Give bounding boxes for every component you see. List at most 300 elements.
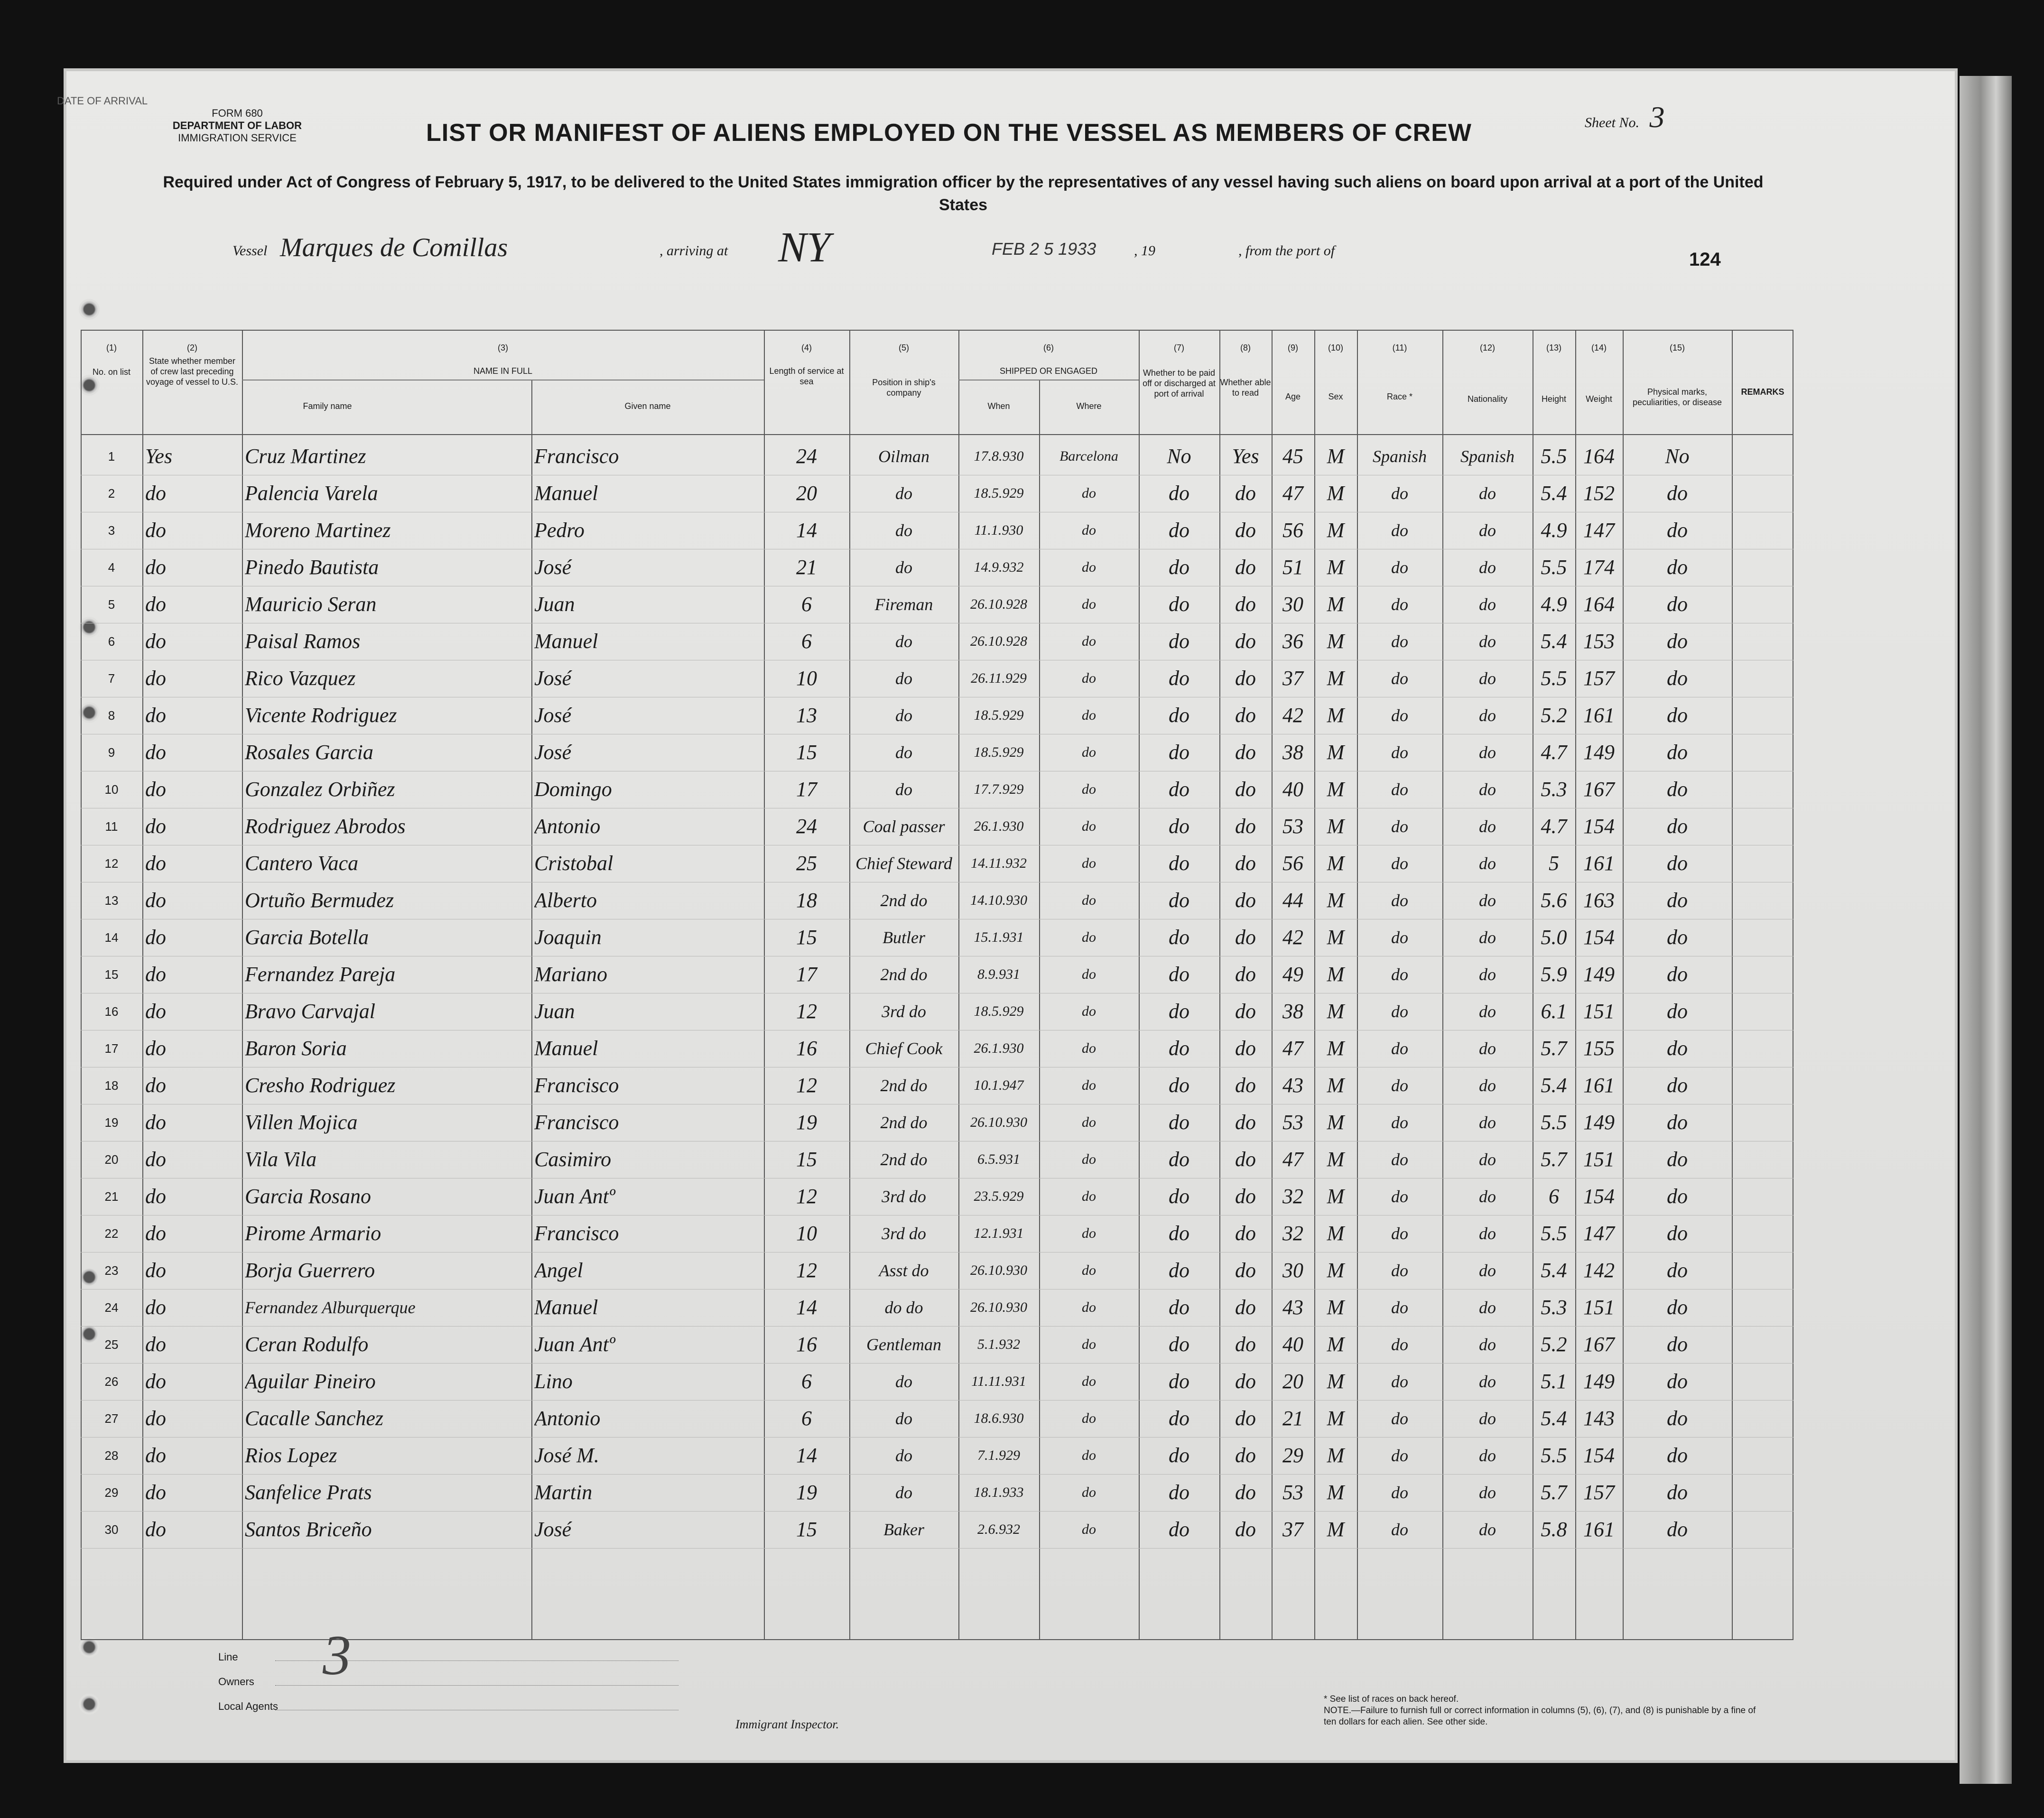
cell-age: 43 bbox=[1282, 1296, 1303, 1319]
table-row bbox=[81, 1067, 1793, 1104]
cell-paid: do bbox=[1169, 667, 1189, 690]
cell-no: 27 bbox=[104, 1411, 119, 1426]
cell-service: 15 bbox=[796, 1148, 817, 1171]
cell-service: 6 bbox=[801, 630, 812, 653]
cell-position: 2nd do bbox=[880, 891, 928, 910]
cell-read: do bbox=[1235, 1000, 1256, 1023]
cell-when: 12.1.931 bbox=[974, 1225, 1024, 1241]
cell-position: do bbox=[895, 669, 912, 688]
cell-when: 23.5.929 bbox=[974, 1188, 1024, 1204]
cell-sex: M bbox=[1327, 519, 1345, 542]
cell-nationality: do bbox=[1479, 558, 1496, 577]
cell-position: 3rd do bbox=[882, 1002, 926, 1021]
department-name: DEPARTMENT OF LABOR bbox=[172, 120, 302, 131]
cell-paid: do bbox=[1169, 1296, 1189, 1319]
cell-position: do bbox=[895, 1409, 912, 1428]
cell-nationality: do bbox=[1479, 1298, 1496, 1317]
cell-weight: 151 bbox=[1583, 1296, 1615, 1319]
cell-position: do bbox=[895, 1446, 912, 1465]
cell-no: 16 bbox=[104, 1004, 119, 1019]
table-row bbox=[81, 1030, 1793, 1067]
table-row bbox=[81, 438, 1793, 475]
cell-when: 26.1.930 bbox=[974, 818, 1024, 834]
cell-nationality: do bbox=[1479, 1002, 1496, 1021]
cell-family: Pirome Armario bbox=[245, 1222, 381, 1245]
cell-service: 6 bbox=[801, 593, 812, 616]
cell-nationality: do bbox=[1479, 1076, 1496, 1095]
cell-sex: M bbox=[1327, 1000, 1345, 1023]
cell-nationality: do bbox=[1479, 1335, 1496, 1354]
cell-position: Butler bbox=[883, 928, 925, 947]
cell-sex: M bbox=[1327, 1333, 1345, 1356]
table-top-border bbox=[81, 330, 1793, 331]
cell-family: Moreno Martinez bbox=[245, 519, 391, 542]
cell-nationality: do bbox=[1479, 817, 1496, 836]
cell-paid: do bbox=[1169, 1074, 1189, 1097]
cell-marks: do bbox=[1667, 1259, 1688, 1282]
cell-race: do bbox=[1391, 632, 1408, 651]
penalty-note: NOTE.—Failure to furnish full or correct information in columns (5), (6), (7), and (8) is punishable by a fine of ten dollars for each alien. See other side. bbox=[1324, 1706, 1756, 1727]
cell-weight: 142 bbox=[1583, 1259, 1615, 1282]
cell-nationality: do bbox=[1479, 928, 1496, 947]
cell-paid: do bbox=[1169, 1185, 1189, 1208]
cell-member: do bbox=[145, 1037, 166, 1060]
cell-family: Garcia Rosano bbox=[245, 1185, 372, 1208]
cell-member: do bbox=[145, 1111, 166, 1134]
cell-marks: do bbox=[1667, 1185, 1688, 1208]
cell-when: 18.5.929 bbox=[974, 744, 1024, 760]
cell-weight: 151 bbox=[1583, 1148, 1615, 1171]
cell-read: do bbox=[1235, 1296, 1256, 1319]
col-where-header: Where bbox=[1076, 401, 1102, 411]
cell-age: 42 bbox=[1282, 926, 1303, 949]
cell-nationality: do bbox=[1479, 780, 1496, 799]
cell-height: 5.5 bbox=[1541, 1111, 1567, 1134]
cell-nationality: do bbox=[1479, 1483, 1496, 1502]
cell-sex: M bbox=[1327, 852, 1345, 875]
cell-service: 16 bbox=[796, 1037, 817, 1060]
cell-nationality: do bbox=[1479, 1187, 1496, 1206]
cell-race: do bbox=[1391, 780, 1408, 799]
cell-position: Asst do bbox=[879, 1261, 929, 1280]
cell-age: 40 bbox=[1282, 1333, 1303, 1356]
cell-age: 47 bbox=[1282, 1037, 1303, 1060]
cell-sex: M bbox=[1327, 1185, 1345, 1208]
cell-no: 3 bbox=[108, 523, 115, 538]
cell-nationality: do bbox=[1479, 484, 1496, 503]
cell-marks: do bbox=[1667, 556, 1688, 579]
cell-weight: 167 bbox=[1583, 1333, 1615, 1356]
cell-member: do bbox=[145, 1074, 166, 1097]
cell-read: do bbox=[1235, 667, 1256, 690]
table-row bbox=[81, 586, 1793, 623]
cell-weight: 149 bbox=[1583, 1111, 1615, 1134]
cell-marks: do bbox=[1667, 1037, 1688, 1060]
table-row bbox=[81, 1252, 1793, 1289]
cell-position: do bbox=[895, 1372, 912, 1391]
col-sex-header: Sex bbox=[1328, 392, 1343, 401]
cell-sex: M bbox=[1327, 1111, 1345, 1134]
cell-where: do bbox=[1082, 1077, 1096, 1093]
service-name: IMMIGRATION SERVICE bbox=[178, 132, 297, 144]
line-label: Line bbox=[218, 1651, 238, 1663]
punch-hole-icon bbox=[79, 1694, 100, 1715]
table-row bbox=[81, 956, 1793, 993]
cell-age: 53 bbox=[1282, 1111, 1303, 1134]
cell-sex: M bbox=[1327, 1444, 1345, 1467]
cell-age: 37 bbox=[1282, 667, 1303, 690]
cell-race: do bbox=[1391, 1372, 1408, 1391]
cell-service: 6 bbox=[801, 1407, 812, 1430]
cell-position: do do bbox=[884, 1298, 923, 1317]
cell-where: do bbox=[1082, 1336, 1096, 1352]
cell-no: 21 bbox=[104, 1189, 119, 1204]
cell-family: Rios Lopez bbox=[245, 1444, 337, 1467]
cell-race: do bbox=[1391, 1187, 1408, 1206]
cell-service: 16 bbox=[796, 1333, 817, 1356]
cell-marks: do bbox=[1667, 852, 1688, 875]
cell-nationality: do bbox=[1479, 632, 1496, 651]
cell-read: do bbox=[1235, 1222, 1256, 1245]
cell-member: do bbox=[145, 556, 166, 579]
cell-nationality: do bbox=[1479, 743, 1496, 762]
cell-family: Baron Soria bbox=[245, 1037, 347, 1060]
cell-read: do bbox=[1235, 704, 1256, 727]
cell-given: Manuel bbox=[534, 630, 598, 653]
cell-family: Aguilar Pineiro bbox=[245, 1370, 376, 1393]
cell-when: 18.5.929 bbox=[974, 707, 1024, 723]
cell-given: Juan bbox=[534, 593, 575, 616]
table-row bbox=[81, 734, 1793, 771]
cell-height: 5.7 bbox=[1541, 1481, 1567, 1504]
cell-member: do bbox=[145, 1259, 166, 1282]
cell-position: Coal passer bbox=[863, 817, 945, 836]
cell-sex: M bbox=[1327, 1481, 1345, 1504]
cell-service: 20 bbox=[796, 482, 817, 505]
cell-position: do bbox=[895, 484, 912, 503]
cell-no: 7 bbox=[108, 671, 115, 686]
col-10-number: (10) bbox=[1328, 343, 1343, 352]
cell-service: 14 bbox=[796, 1296, 817, 1319]
cell-where: do bbox=[1082, 1373, 1096, 1389]
cell-marks: do bbox=[1667, 630, 1688, 653]
cell-member: do bbox=[145, 1185, 166, 1208]
cell-no: 2 bbox=[108, 486, 115, 501]
cell-no: 26 bbox=[104, 1374, 119, 1389]
table-row bbox=[81, 697, 1793, 734]
cell-height: 5 bbox=[1549, 852, 1559, 875]
cell-service: 12 bbox=[796, 1074, 817, 1097]
cell-family: Ceran Rodulfo bbox=[245, 1333, 369, 1356]
cell-paid: do bbox=[1169, 519, 1189, 542]
cell-age: 32 bbox=[1282, 1185, 1303, 1208]
cell-weight: 154 bbox=[1583, 926, 1615, 949]
cell-member: do bbox=[145, 593, 166, 616]
cell-given: Francisco bbox=[534, 1111, 619, 1134]
col-6-number: (6) bbox=[1043, 343, 1054, 352]
cell-race: do bbox=[1391, 558, 1408, 577]
cell-weight: 149 bbox=[1583, 963, 1615, 986]
cell-marks: do bbox=[1667, 963, 1688, 986]
cell-sex: M bbox=[1327, 593, 1345, 616]
cell-nationality: do bbox=[1479, 1224, 1496, 1243]
cell-age: 29 bbox=[1282, 1444, 1303, 1467]
cell-race: do bbox=[1391, 1150, 1408, 1169]
cell-sex: M bbox=[1327, 1370, 1345, 1393]
cell-height: 5.4 bbox=[1541, 630, 1567, 653]
cell-when: 6.5.931 bbox=[977, 1151, 1020, 1167]
cell-no: 25 bbox=[104, 1337, 119, 1352]
cell-given: Cristobal bbox=[534, 852, 613, 875]
cell-nationality: do bbox=[1479, 1039, 1496, 1058]
cell-race: do bbox=[1391, 1520, 1408, 1539]
col-service-header: Length of service at sea bbox=[769, 366, 844, 386]
cell-marks: do bbox=[1667, 667, 1688, 690]
cell-age: 38 bbox=[1282, 1000, 1303, 1023]
cell-member: do bbox=[145, 852, 166, 875]
cell-age: 36 bbox=[1282, 630, 1303, 653]
cell-read: do bbox=[1235, 741, 1256, 764]
cell-where: do bbox=[1082, 1410, 1096, 1426]
cell-weight: 155 bbox=[1583, 1037, 1615, 1060]
page-number: 124 bbox=[1689, 249, 1721, 270]
page-title: LIST OR MANIFEST OF ALIENS EMPLOYED ON THE VESSEL AS MEMBERS OF CREW bbox=[426, 119, 1472, 147]
cell-member: Yes bbox=[145, 445, 173, 468]
cell-height: 5.3 bbox=[1541, 778, 1567, 801]
cell-where: do bbox=[1082, 1003, 1096, 1019]
cell-given: José bbox=[534, 556, 572, 579]
cell-height: 5.5 bbox=[1541, 445, 1567, 468]
cell-height: 4.9 bbox=[1541, 593, 1567, 616]
cell-given: Manuel bbox=[534, 482, 598, 505]
col-13-number: (13) bbox=[1546, 343, 1561, 352]
cell-paid: do bbox=[1169, 1333, 1189, 1356]
cell-marks: do bbox=[1667, 1296, 1688, 1319]
cell-race: do bbox=[1391, 1113, 1408, 1132]
cell-paid: do bbox=[1169, 630, 1189, 653]
table-row bbox=[81, 1474, 1793, 1512]
cell-family: Paisal Ramos bbox=[245, 630, 361, 653]
cell-race: do bbox=[1391, 965, 1408, 984]
cell-read: do bbox=[1235, 889, 1256, 912]
cell-given: José bbox=[534, 1518, 572, 1541]
cell-service: 10 bbox=[796, 667, 817, 690]
cell-sex: M bbox=[1327, 667, 1345, 690]
cell-given: Juan bbox=[534, 1000, 575, 1023]
cell-given: Alberto bbox=[534, 889, 597, 912]
vessel-line bbox=[232, 224, 1775, 271]
cell-paid: do bbox=[1169, 1259, 1189, 1282]
cell-read: do bbox=[1235, 963, 1256, 986]
cell-no: 8 bbox=[108, 708, 115, 723]
cell-height: 5.4 bbox=[1541, 1407, 1567, 1430]
arriving-port: NY bbox=[778, 224, 831, 271]
table-row bbox=[81, 845, 1793, 882]
cell-race: do bbox=[1391, 1039, 1408, 1058]
col-given-name-header: Given name bbox=[624, 401, 671, 411]
cell-paid: do bbox=[1169, 1370, 1189, 1393]
cell-where: do bbox=[1082, 596, 1096, 612]
cell-marks: do bbox=[1667, 1370, 1688, 1393]
cell-nationality: do bbox=[1479, 1150, 1496, 1169]
cell-nationality: do bbox=[1479, 891, 1496, 910]
cell-where: do bbox=[1082, 1521, 1096, 1537]
cell-where: do bbox=[1082, 818, 1096, 834]
cell-sex: M bbox=[1327, 445, 1345, 468]
cell-sex: M bbox=[1327, 1074, 1345, 1097]
cell-where: do bbox=[1082, 1040, 1096, 1056]
col-height-header: Height bbox=[1541, 394, 1567, 404]
cell-where: do bbox=[1082, 1262, 1096, 1278]
cell-member: do bbox=[145, 963, 166, 986]
cell-height: 4.7 bbox=[1541, 741, 1567, 764]
cell-age: 44 bbox=[1282, 889, 1303, 912]
cell-read: do bbox=[1235, 778, 1256, 801]
cell-family: Palencia Varela bbox=[245, 482, 378, 505]
cell-position: Baker bbox=[883, 1520, 924, 1539]
col-11-number: (11) bbox=[1392, 343, 1407, 352]
cell-no: 22 bbox=[104, 1226, 119, 1241]
table-row bbox=[81, 1363, 1793, 1401]
cell-sex: M bbox=[1327, 1296, 1345, 1319]
cell-family: Cantero Vaca bbox=[245, 852, 359, 875]
col-15-number: (15) bbox=[1669, 343, 1685, 352]
cell-when: 17.7.929 bbox=[974, 781, 1024, 797]
col-member-header: State whether member of crew last preceding voyage of vessel to U.S. bbox=[146, 356, 239, 387]
cell-age: 56 bbox=[1282, 852, 1303, 875]
cell-family: Rico Vazquez bbox=[245, 667, 356, 690]
cell-no: 1 bbox=[108, 449, 115, 464]
cell-where: do bbox=[1082, 1114, 1096, 1130]
cell-member: do bbox=[145, 1518, 166, 1541]
cell-where: do bbox=[1082, 1484, 1096, 1500]
cell-member: do bbox=[145, 1333, 166, 1356]
cell-marks: do bbox=[1667, 519, 1688, 542]
cell-service: 15 bbox=[796, 926, 817, 949]
table-row bbox=[81, 1178, 1793, 1215]
cell-marks: do bbox=[1667, 1518, 1688, 1541]
cell-given: Domingo bbox=[534, 778, 612, 801]
cell-weight: 161 bbox=[1583, 1518, 1615, 1541]
cell-weight: 147 bbox=[1583, 1222, 1615, 1245]
cell-nationality: do bbox=[1479, 706, 1496, 725]
cell-read: do bbox=[1235, 519, 1256, 542]
cell-family: Rosales Garcia bbox=[245, 741, 373, 764]
cell-member: do bbox=[145, 704, 166, 727]
cell-member: do bbox=[145, 1296, 166, 1319]
cell-member: do bbox=[145, 778, 166, 801]
cell-when: 2.6.932 bbox=[977, 1521, 1020, 1537]
cell-position: do bbox=[895, 743, 912, 762]
cell-read: do bbox=[1235, 1111, 1256, 1134]
cell-when: 26.10.928 bbox=[970, 633, 1027, 649]
cell-weight: 149 bbox=[1583, 1370, 1615, 1393]
table-row bbox=[81, 1289, 1793, 1326]
cell-given: José M. bbox=[534, 1444, 599, 1467]
cell-given: Manuel bbox=[534, 1037, 598, 1060]
cell-family: Cresho Rodriguez bbox=[245, 1074, 396, 1097]
cell-service: 21 bbox=[796, 556, 817, 579]
cell-weight: 143 bbox=[1583, 1407, 1615, 1430]
cell-race: do bbox=[1391, 669, 1408, 688]
cell-read: do bbox=[1235, 593, 1256, 616]
cell-given: Francisco bbox=[534, 445, 619, 468]
cell-where: do bbox=[1082, 559, 1096, 575]
cell-nationality: Spanish bbox=[1460, 447, 1514, 466]
cell-service: 12 bbox=[796, 1185, 817, 1208]
cell-when: 11.11.931 bbox=[971, 1373, 1026, 1389]
immigrant-inspector-label: Immigrant Inspector. bbox=[735, 1717, 839, 1731]
footnotes bbox=[1324, 1694, 1760, 1728]
cell-read: do bbox=[1235, 630, 1256, 653]
cell-sex: M bbox=[1327, 889, 1345, 912]
cell-paid: do bbox=[1169, 926, 1189, 949]
cell-marks: do bbox=[1667, 1111, 1688, 1134]
cell-read: do bbox=[1235, 1481, 1256, 1504]
cell-sex: M bbox=[1327, 1222, 1345, 1245]
cell-height: 5.5 bbox=[1541, 667, 1567, 690]
cell-where: do bbox=[1082, 670, 1096, 686]
cell-where: Barcelona bbox=[1059, 448, 1118, 464]
cell-given: Manuel bbox=[534, 1296, 598, 1319]
stacked-page-edges bbox=[1960, 76, 2012, 1784]
cell-race: do bbox=[1391, 484, 1408, 503]
cell-position: Chief Steward bbox=[855, 854, 952, 873]
table-row bbox=[81, 1215, 1793, 1252]
cell-member: do bbox=[145, 1000, 166, 1023]
cell-paid: do bbox=[1169, 963, 1189, 986]
cell-family: Ortuño Bermudez bbox=[245, 889, 394, 912]
cell-no: 23 bbox=[104, 1263, 119, 1278]
table-row bbox=[81, 475, 1793, 512]
cell-read: do bbox=[1235, 1185, 1256, 1208]
cell-no: 13 bbox=[104, 893, 119, 908]
cell-given: Joaquin bbox=[534, 926, 602, 949]
cell-member: do bbox=[145, 1481, 166, 1504]
cell-weight: 161 bbox=[1583, 704, 1615, 727]
cell-age: 47 bbox=[1282, 1148, 1303, 1171]
cell-read: do bbox=[1235, 1259, 1256, 1282]
cell-sex: M bbox=[1327, 1407, 1345, 1430]
cell-family: Fernandez Pareja bbox=[245, 963, 396, 986]
cell-position: Gentleman bbox=[866, 1335, 941, 1354]
cell-weight: 154 bbox=[1583, 1185, 1615, 1208]
cell-no: 14 bbox=[104, 930, 119, 945]
col-12-number: (12) bbox=[1479, 343, 1495, 352]
cell-marks: do bbox=[1667, 1407, 1688, 1430]
cell-service: 15 bbox=[796, 741, 817, 764]
cell-when: 8.9.931 bbox=[977, 966, 1020, 982]
table-row bbox=[81, 623, 1793, 660]
cell-nationality: do bbox=[1479, 1261, 1496, 1280]
cell-weight: 154 bbox=[1583, 1444, 1615, 1467]
col-remarks-header: REMARKS bbox=[1741, 387, 1784, 397]
cell-race: do bbox=[1391, 1224, 1408, 1243]
cell-family: Santos Briceño bbox=[245, 1518, 372, 1541]
cell-service: 14 bbox=[796, 519, 817, 542]
cell-marks: do bbox=[1667, 1333, 1688, 1356]
cell-service: 15 bbox=[796, 1518, 817, 1541]
cell-height: 4.9 bbox=[1541, 519, 1567, 542]
cell-position: 2nd do bbox=[880, 1076, 928, 1095]
cell-family: Cacalle Sanchez bbox=[245, 1407, 384, 1430]
cell-age: 53 bbox=[1282, 815, 1303, 838]
cell-given: Francisco bbox=[534, 1074, 619, 1097]
table-row bbox=[81, 919, 1793, 956]
cell-race: do bbox=[1391, 706, 1408, 725]
cell-when: 26.10.930 bbox=[970, 1114, 1027, 1130]
cell-marks: do bbox=[1667, 1444, 1688, 1467]
